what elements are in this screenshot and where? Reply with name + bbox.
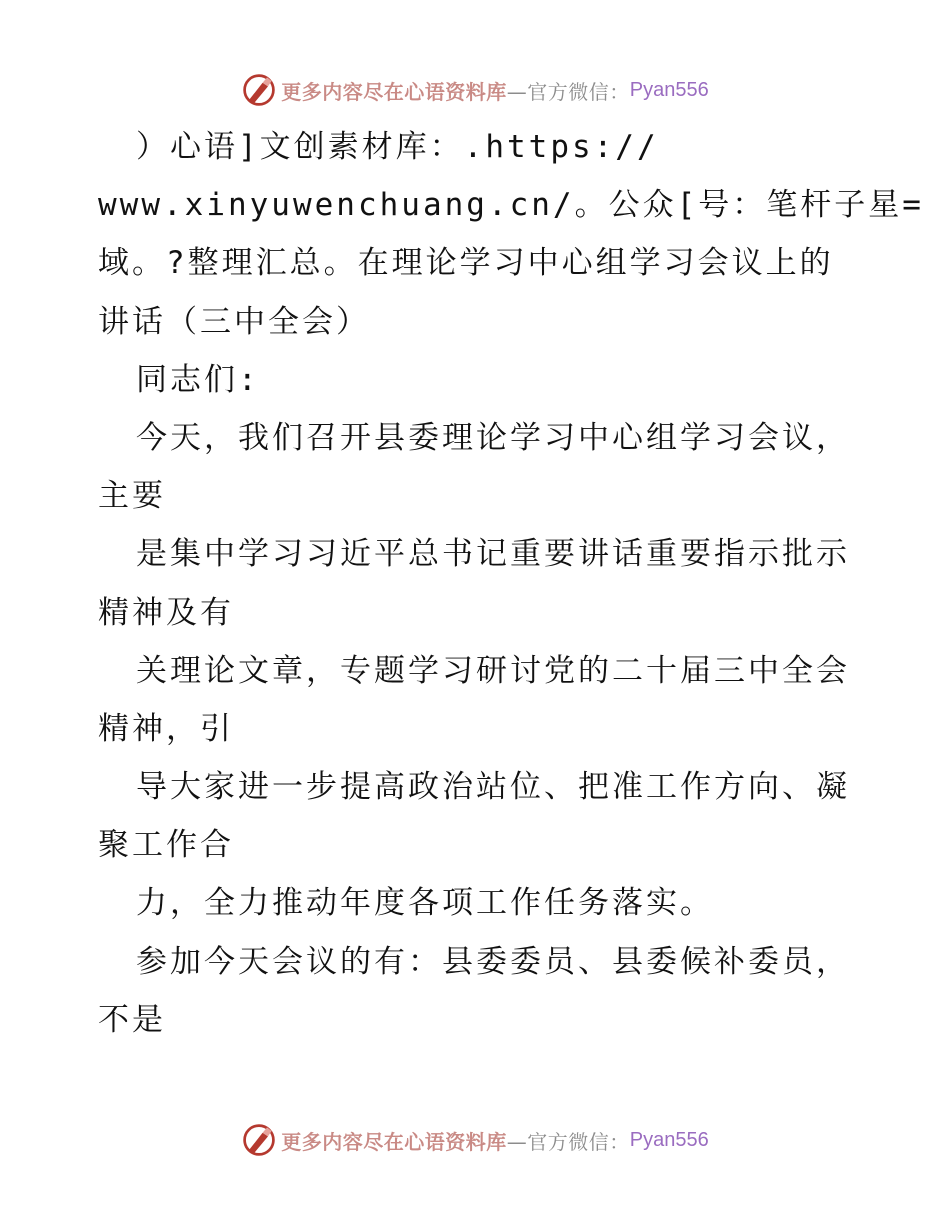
footer-banner-wechat-id: Pyan556 [629, 1128, 709, 1151]
footer-banner [0, 1120, 950, 1160]
pen-nib-logo-icon [241, 1122, 277, 1158]
footer-banner-title: 更多内容尽在心语资料库 [281, 1129, 507, 1154]
document-line: 是集中学习习近平总书记重要讲话重要指示批示 [136, 536, 850, 573]
footer-banner-subtitle: —官方微信： [506, 1129, 630, 1154]
pen-nib-logo-icon [241, 72, 277, 108]
document-line: 力，全力推动年度各项工作任务落实。 [136, 885, 714, 922]
header-banner-subtitle: —官方微信： [506, 79, 630, 104]
document-line: 同志们: [136, 361, 260, 398]
document-body [98, 118, 924, 1049]
document-line: 导大家进一步提高政治站位、把准工作方向、凝 [136, 769, 850, 806]
document-line: 精神，引 [98, 710, 234, 747]
document-line: 不是 [98, 1001, 166, 1038]
document-line: 精神及有 [98, 594, 234, 631]
document-line: 主要 [98, 478, 166, 515]
document-line: 参加今天会议的有：县委委员、县委候补委员， [136, 943, 850, 980]
document-line: 今天，我们召开县委理论学习中心组学习会议， [136, 419, 850, 456]
document-line: 关理论文章，专题学习研讨党的二十届三中全会 [136, 652, 850, 689]
header-banner-title: 更多内容尽在心语资料库 [281, 79, 507, 104]
document-line: 讲话（三中全会） [98, 303, 370, 340]
document-line: www.xinyuwenchuang.cn/。公众[号：笔杆子星= [98, 187, 924, 224]
document-line: 聚工作合 [98, 827, 234, 864]
header-banner [0, 70, 950, 110]
document-line: ）心语]文创素材库：.https:// [136, 129, 659, 165]
document-line: 域。?整理汇总。在理论学习中心组学习会议上的 [98, 245, 834, 282]
header-banner-wechat-id: Pyan556 [629, 78, 709, 101]
